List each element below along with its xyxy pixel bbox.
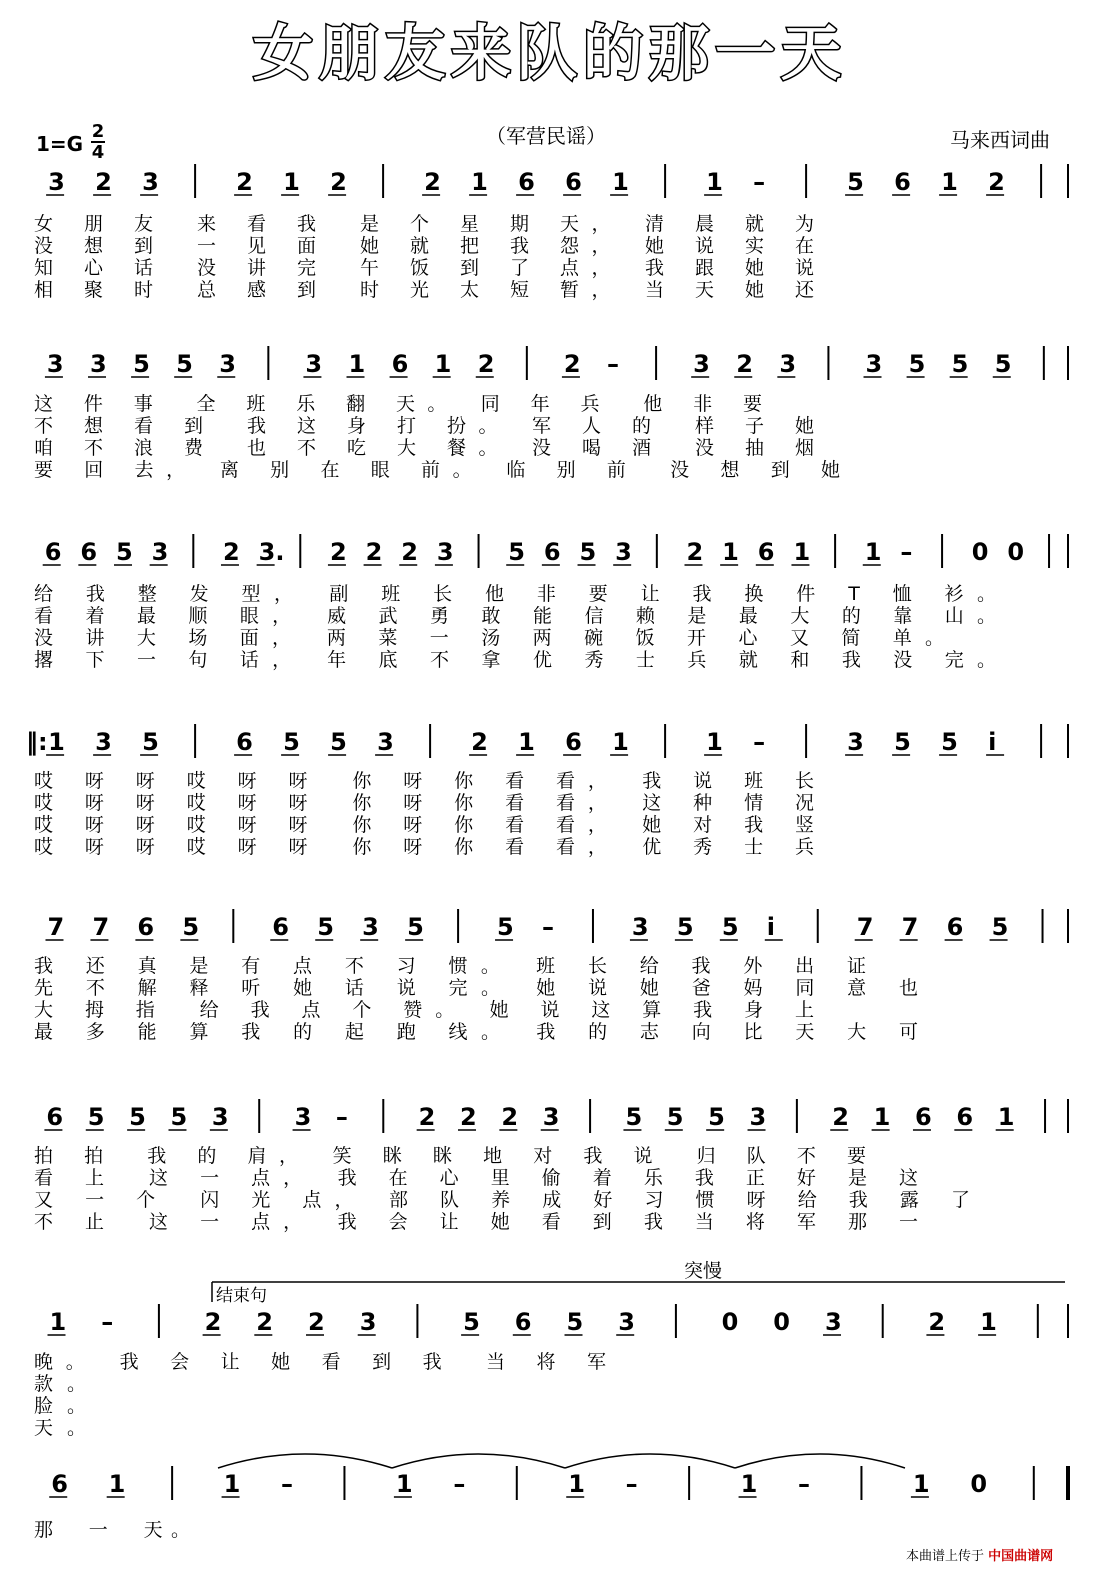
- lyric-line: 最 多 能 算 我 的 起 跑 线。 我 的 志 向 比 天 大 可: [34, 1021, 918, 1043]
- note: 5: [566, 1308, 584, 1336]
- note: 2: [330, 168, 347, 196]
- note: 7: [856, 913, 874, 941]
- note: 5: [625, 1103, 643, 1131]
- lyric-line: 拍 拍 我 的 肩， 笑 眯 眯 地 对 我 说 归 队 不 要: [34, 1145, 866, 1167]
- note: 6: [137, 913, 155, 941]
- lyric-line: 撂 下 一 句 话， 年 底 不 拿 优 秀 士 兵 就 和 我 没 完。: [34, 649, 997, 671]
- note: 1: [793, 538, 811, 566]
- note: –: [542, 913, 555, 941]
- note: 3: [90, 350, 107, 378]
- note: 2: [460, 1103, 477, 1131]
- note: 3: [95, 728, 112, 756]
- note: –: [625, 1470, 638, 1498]
- note: 2: [308, 1308, 325, 1336]
- note: 2: [736, 350, 753, 378]
- genre-label: （军营民谣）: [486, 124, 606, 148]
- note: 2: [365, 538, 383, 566]
- note: 6: [956, 1103, 974, 1131]
- system-2: [34, 346, 1068, 481]
- tempo-mark: 突慢: [684, 1260, 723, 1282]
- note: 1: [108, 1470, 126, 1498]
- tie-arc-1: [218, 1454, 392, 1468]
- note: 5: [951, 350, 969, 378]
- note: 1: [348, 350, 366, 378]
- note: 3: [305, 350, 323, 378]
- note: 3: [542, 1103, 560, 1131]
- note: 3: [48, 168, 65, 196]
- note: 6: [565, 728, 582, 756]
- note: 5: [721, 913, 739, 941]
- note: 3: [631, 913, 649, 941]
- note: 5: [133, 350, 150, 378]
- note: –: [101, 1308, 114, 1336]
- lyric-line: 没 讲 大 场 面， 两 菜 一 汤 两 碗 饭 开 心 又 简 单。: [34, 627, 944, 649]
- note: 2: [401, 538, 418, 566]
- note: 5: [330, 728, 347, 756]
- note: 1: [997, 1103, 1015, 1131]
- tie-arc-3: [565, 1454, 735, 1468]
- note: 1: [48, 728, 65, 756]
- lyric-line: 要 回 去， 离 别 在 眼 前。 临 别 前 没 想 到 她: [34, 459, 841, 481]
- note: 5: [116, 538, 133, 566]
- time-signature-top: 2: [91, 121, 105, 142]
- note: 5: [508, 538, 525, 566]
- lyric-line: 又 一 个 闪 光 点， 部 队 养 成 好 习 惯 呀 给 我 露 了: [34, 1189, 971, 1211]
- lyric-line: 相 聚 时 总 感 到 时 光 太 短 暂， 当 天 她 还: [34, 279, 814, 301]
- note: 2: [988, 168, 1005, 196]
- systems: [26, 164, 1068, 1541]
- note: 5: [176, 350, 193, 378]
- note: 2: [256, 1308, 274, 1336]
- note: 1: [912, 1470, 930, 1498]
- note: 2: [418, 1103, 436, 1131]
- note: –: [900, 538, 913, 566]
- note: 5: [182, 913, 200, 941]
- note: 2: [928, 1308, 946, 1336]
- note: 6: [272, 913, 289, 941]
- note: 1: [612, 728, 629, 756]
- note: 6: [518, 168, 535, 196]
- lyric-line: 女 朋 友 来 看 我 是 个 星 期 天， 清 晨 就 为: [34, 213, 814, 235]
- note: 3: [211, 1103, 229, 1131]
- note: 3: [618, 1308, 635, 1336]
- note: 1: [873, 1103, 891, 1131]
- note: 3: [436, 538, 454, 566]
- tie-arc-2: [392, 1454, 565, 1468]
- note: 2: [222, 538, 240, 566]
- note: 1: [283, 168, 300, 196]
- note: 5: [407, 913, 424, 941]
- note: i: [988, 728, 997, 756]
- note: 1: [864, 538, 882, 566]
- system-4: [26, 724, 1068, 858]
- note: 6: [946, 913, 964, 941]
- note: 1: [568, 1470, 585, 1498]
- system-3: [34, 534, 1068, 671]
- note: 2: [563, 350, 581, 378]
- note: 5: [579, 538, 597, 566]
- note: 1: [706, 168, 723, 196]
- tie-arc-4: [735, 1454, 905, 1468]
- note: 6: [236, 728, 253, 756]
- note: 3: [219, 350, 236, 378]
- author-credit: 马来西词曲: [950, 128, 1050, 152]
- lyric-line: 没 想 到 一 见 面 她 就 把 我 怨， 她 说 实 在: [34, 235, 814, 257]
- system-7: [34, 1304, 1068, 1439]
- note: 2: [329, 538, 347, 566]
- note: 3: [847, 728, 864, 756]
- note: 5: [317, 913, 334, 941]
- note: –: [753, 728, 766, 756]
- note: 1: [980, 1308, 997, 1336]
- note: 3: [779, 350, 797, 378]
- note: 1: [740, 1470, 758, 1498]
- note: 1: [722, 538, 739, 566]
- lyric-line: 哎 呀 呀 哎 呀 呀 你 呀 你 看 看， 这 种 情 况: [34, 792, 814, 814]
- note: 6: [44, 538, 62, 566]
- note: 0: [721, 1308, 739, 1336]
- note: 6: [543, 538, 561, 566]
- note: 6: [894, 168, 911, 196]
- lyric-line: 款。: [34, 1373, 86, 1395]
- lyric-line: 天。: [34, 1417, 86, 1439]
- note: 3: [377, 728, 394, 756]
- note: 1: [49, 1308, 67, 1336]
- lyric-line: 哎 呀 呀 哎 呀 呀 你 呀 你 看 看， 优 秀 士 兵: [34, 836, 814, 858]
- note: 1: [518, 728, 535, 756]
- note: 5: [87, 1103, 105, 1131]
- note: 0: [773, 1308, 791, 1336]
- note: –: [798, 1470, 811, 1498]
- note: 5: [142, 728, 159, 756]
- lyric-line: 看 着 最 顺 眼， 威 武 勇 敢 能 信 赖 是 最 大 的 靠 山。: [34, 605, 997, 627]
- note: 6: [80, 538, 98, 566]
- note: 2: [471, 728, 488, 756]
- note: 5: [129, 1103, 146, 1131]
- note: 5: [708, 1103, 725, 1131]
- note: 3: [865, 350, 883, 378]
- note: i: [766, 913, 776, 941]
- lyric-line: 哎 呀 呀 哎 呀 呀 你 呀 你 看 看， 我 说 班 长: [34, 770, 814, 792]
- lyric-line: 给 我 整 发 型， 副 班 长 他 非 要 让 我 换 件 T 恤 衫。: [34, 583, 997, 605]
- note: 2: [204, 1308, 222, 1336]
- note: 6: [46, 1103, 64, 1131]
- key-signature: 1=G: [36, 132, 84, 156]
- note: 6: [514, 1308, 532, 1336]
- note: 5: [994, 350, 1012, 378]
- note: 3: [615, 538, 632, 566]
- lyric-line: 这 件 事 全 班 乐 翻 天。 同 年 兵 他 非 要: [34, 393, 763, 415]
- note: –: [607, 350, 620, 378]
- note: 7: [47, 913, 65, 941]
- note: 1: [395, 1470, 413, 1498]
- note: 5: [847, 168, 864, 196]
- note: 5: [283, 728, 300, 756]
- note: 5: [463, 1308, 480, 1336]
- ending-label: 结束句: [216, 1286, 267, 1306]
- time-signature-bottom: 4: [91, 142, 105, 163]
- note: 1: [471, 168, 488, 196]
- note: 2: [501, 1103, 519, 1131]
- note: 5: [941, 728, 958, 756]
- lyric-line: 先 不 解 释 听 她 话 说 完。 她 说 她 爸 妈 同 意 也: [34, 977, 918, 999]
- lyric-line: 不 想 看 到 我 这 身 打 扮。 军 人 的 样 子 她: [34, 415, 814, 437]
- repeat-start-sign: ‖:: [26, 728, 48, 756]
- note: 1: [612, 168, 629, 196]
- lyric-line: 我 还 真 是 有 点 不 习 惯。 班 长 给 我 外 出 证: [34, 955, 866, 977]
- note: 1: [223, 1470, 241, 1498]
- note: 2: [95, 168, 112, 196]
- lyric-line: 大 拇 指 给 我 点 个 赞。 她 说 这 算 我 身 上: [34, 999, 814, 1021]
- note: 6: [757, 538, 775, 566]
- system-1: [34, 164, 1068, 301]
- note: 3: [359, 1308, 377, 1336]
- note: 3.: [258, 538, 285, 566]
- note: 7: [92, 913, 110, 941]
- song-title: 女朋友来队的那一天: [253, 19, 847, 89]
- note: 2: [236, 168, 253, 196]
- note: 3: [825, 1308, 842, 1336]
- lyric-line: 那 一 天。: [34, 1519, 190, 1541]
- system-8: [34, 1466, 1068, 1541]
- note: 3: [142, 168, 159, 196]
- note: 3: [151, 538, 169, 566]
- note: 6: [565, 168, 582, 196]
- note: 3: [294, 1103, 312, 1131]
- note: 6: [914, 1103, 932, 1131]
- note: –: [753, 168, 766, 196]
- footer-brand[interactable]: 中国曲谱网: [988, 1549, 1054, 1564]
- note: 5: [170, 1103, 188, 1131]
- note: 0: [1007, 538, 1025, 566]
- note: 5: [666, 1103, 684, 1131]
- note: 7: [901, 913, 919, 941]
- lyric-line: 知 心 话 没 讲 完 午 饭 到 了 点， 我 跟 她 说: [34, 257, 814, 279]
- note: 5: [894, 728, 911, 756]
- note: –: [453, 1470, 466, 1498]
- lyric-line: 哎 呀 呀 哎 呀 呀 你 呀 你 看 看， 她 对 我 竖: [34, 814, 814, 836]
- note: 5: [991, 913, 1009, 941]
- note: 0: [970, 1470, 988, 1498]
- upload-footer: [906, 1545, 1053, 1564]
- system-6: [34, 1099, 1068, 1233]
- system-5: [34, 909, 1068, 1043]
- note: 2: [686, 538, 704, 566]
- lyric-line: 咱 不 浪 费 也 不 吃 大 餐。 没 喝 酒 没 抽 烟: [34, 437, 814, 459]
- note: 2: [477, 350, 495, 378]
- lyric-line: 不 止 这 一 点， 我 会 让 她 看 到 我 当 将 军 那 一: [34, 1211, 919, 1233]
- note: 2: [424, 168, 441, 196]
- note: –: [281, 1470, 294, 1498]
- note: 3: [46, 350, 64, 378]
- note: 3: [362, 913, 379, 941]
- note: 5: [497, 913, 514, 941]
- note: 1: [941, 168, 958, 196]
- footer-prefix: 本曲谱上传于: [906, 1549, 985, 1564]
- lyric-line: 晚。 我 会 让 她 看 到 我 当 将 军: [34, 1351, 606, 1373]
- note: 2: [832, 1103, 849, 1131]
- note: 6: [391, 350, 409, 378]
- note: –: [335, 1103, 348, 1131]
- note: 3: [693, 350, 710, 378]
- note: 0: [971, 538, 989, 566]
- note: 5: [676, 913, 694, 941]
- lyric-line: 看 上 这 一 点， 我 在 心 里 偷 着 乐 我 正 好 是 这: [34, 1167, 919, 1189]
- note: 3: [749, 1103, 767, 1131]
- lyric-line: 脸。: [34, 1395, 86, 1417]
- note: 5: [908, 350, 926, 378]
- note: 1: [706, 728, 723, 756]
- note: 1: [434, 350, 452, 378]
- note: 6: [51, 1470, 68, 1498]
